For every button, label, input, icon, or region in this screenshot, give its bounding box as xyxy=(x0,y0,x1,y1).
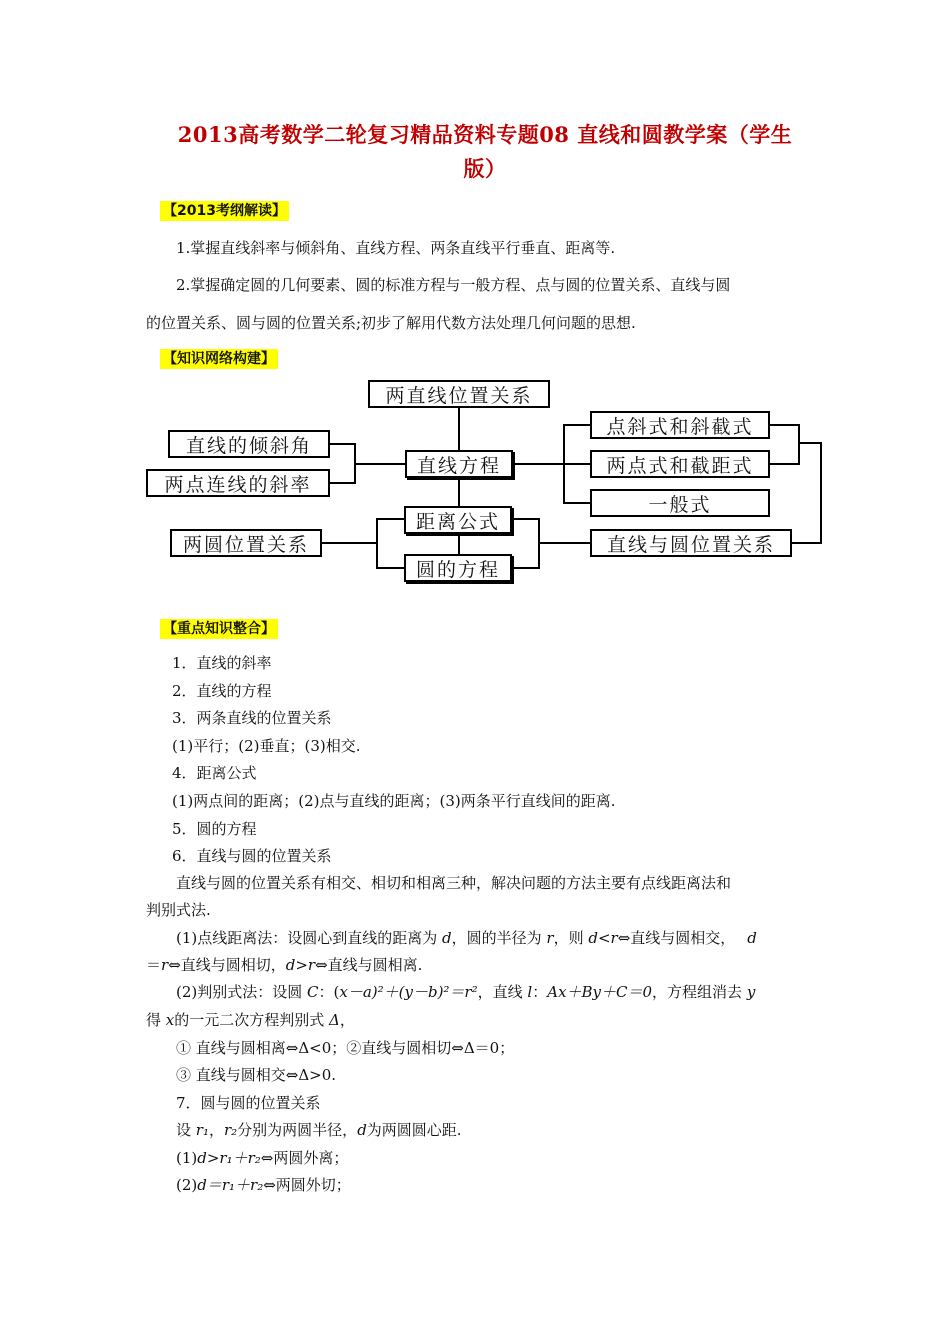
section-tag-key-knowledge: 【重点知识整合】 xyxy=(160,619,278,639)
connector xyxy=(330,443,356,445)
syllabus-point-1: 1.掌握直线斜率与倾斜角、直线方程、两条直线平行垂直、距离等. xyxy=(176,239,616,257)
box-two-point: 两点式和截距式 xyxy=(590,450,770,478)
line-circle-intro-line-2: 判别式法. xyxy=(146,901,211,919)
connector xyxy=(538,542,590,544)
list-item: 7．圆与圆的位置关系 xyxy=(176,1094,321,1112)
syllabus-point-2-line-2: 的位置关系、圆与圆的位置关系;初步了解用代数方法处理几何问题的思想. xyxy=(146,314,636,332)
list-item: 3．两条直线的位置关系 xyxy=(172,709,332,728)
connector xyxy=(798,424,800,465)
list-item: (1)两点间的距离；(2)点与直线的距离；(3)两条平行直线间的距离. xyxy=(172,791,616,810)
box-two-circles: 两圆位置关系 xyxy=(170,529,322,557)
list-item: 5．圆的方程 xyxy=(172,819,257,838)
box-circle-equation: 圆的方程 xyxy=(404,554,512,582)
connector xyxy=(512,518,540,520)
connector xyxy=(376,518,404,520)
box-line-circle: 直线与圆位置关系 xyxy=(590,529,792,557)
connector xyxy=(354,463,406,465)
connector xyxy=(330,482,356,484)
connector xyxy=(792,542,822,544)
circle-case-2: (2)d＝r₁＋r₂⇔两圆外切； xyxy=(176,1176,351,1194)
connector xyxy=(512,567,540,569)
connector xyxy=(458,406,460,452)
box-general-form: 一般式 xyxy=(590,489,770,517)
discriminant-method-line-2: 得 x的一元二次方程判别式 Δ， xyxy=(146,1011,355,1029)
circle-case-1: (1)d>r₁＋r₂⇔两圆外离； xyxy=(176,1149,349,1167)
box-inclination: 直线的倾斜角 xyxy=(168,430,330,458)
list-item: (1)平行；(2)垂直；(3)相交. xyxy=(172,736,361,755)
title-line-2: 版） xyxy=(463,156,507,181)
syllabus-point-2-line-1: 2.掌握确定圆的几何要素、圆的标准方程与一般方程、点与圆的位置关系、直线与圆 xyxy=(176,276,731,294)
discriminant-cases-2: ③ 直线与圆相交⇔Δ>0. xyxy=(176,1066,337,1084)
connector xyxy=(770,463,800,465)
section-tag-network: 【知识网络构建】 xyxy=(160,349,278,369)
box-line-equation: 直线方程 xyxy=(405,450,513,478)
connector xyxy=(376,518,378,568)
list-item: 1．直线的斜率 xyxy=(172,654,272,672)
box-point-slope: 点斜式和斜截式 xyxy=(590,411,770,439)
connector xyxy=(770,424,800,426)
line-circle-intro-line-1: 直线与圆的位置关系有相交、相切和相离三种，解决问题的方法主要有点线距离法和 xyxy=(176,874,732,892)
circle-circle-setup: 设 r₁，r₂分别为两圆半径，d为两圆圆心距. xyxy=(176,1121,462,1139)
box-slope-two-points: 两点连线的斜率 xyxy=(146,469,330,497)
connector xyxy=(458,478,460,506)
distance-method-line-2: ＝r⇔直线与圆相切，d>r⇔直线与圆相离. xyxy=(146,956,423,974)
list-item: 2．直线的方程 xyxy=(172,681,272,700)
distance-method-line-1: (1)点线距离法：设圆心到直线的距离为 d，圆的半径为 r，则 d<r⇔直线与圆相交， d xyxy=(176,929,757,947)
connector xyxy=(376,567,404,569)
connector xyxy=(798,442,822,444)
list-item: 6．直线与圆的位置关系 xyxy=(172,847,332,866)
connector xyxy=(563,424,591,426)
title-line-1: 2013高考数学二轮复习精品资料专题08 直线和圆教学案（学生 xyxy=(177,122,793,147)
connector xyxy=(563,502,591,504)
discriminant-cases-1: ① 直线与圆相离⇔Δ<0；②直线与圆相切⇔Δ＝0； xyxy=(176,1039,515,1057)
box-distance-formula: 距离公式 xyxy=(404,506,512,534)
connector xyxy=(512,463,564,465)
key-knowledge-list xyxy=(172,650,616,871)
discriminant-method-line-1: (2)判别式法：设圆 C：(x－a)²＋(y－b)²＝r²，直线 l：Ax＋By＋C＝0，方程组消去 y xyxy=(176,983,756,1001)
box-two-lines-relation: 两直线位置关系 xyxy=(368,380,550,408)
connector xyxy=(458,532,460,554)
connector xyxy=(563,463,591,465)
connector xyxy=(322,542,378,544)
list-item: 4．距离公式 xyxy=(172,764,257,783)
page-title xyxy=(145,118,825,186)
connector xyxy=(820,442,822,544)
section-tag-syllabus: 【2013考纲解读】 xyxy=(160,201,289,221)
